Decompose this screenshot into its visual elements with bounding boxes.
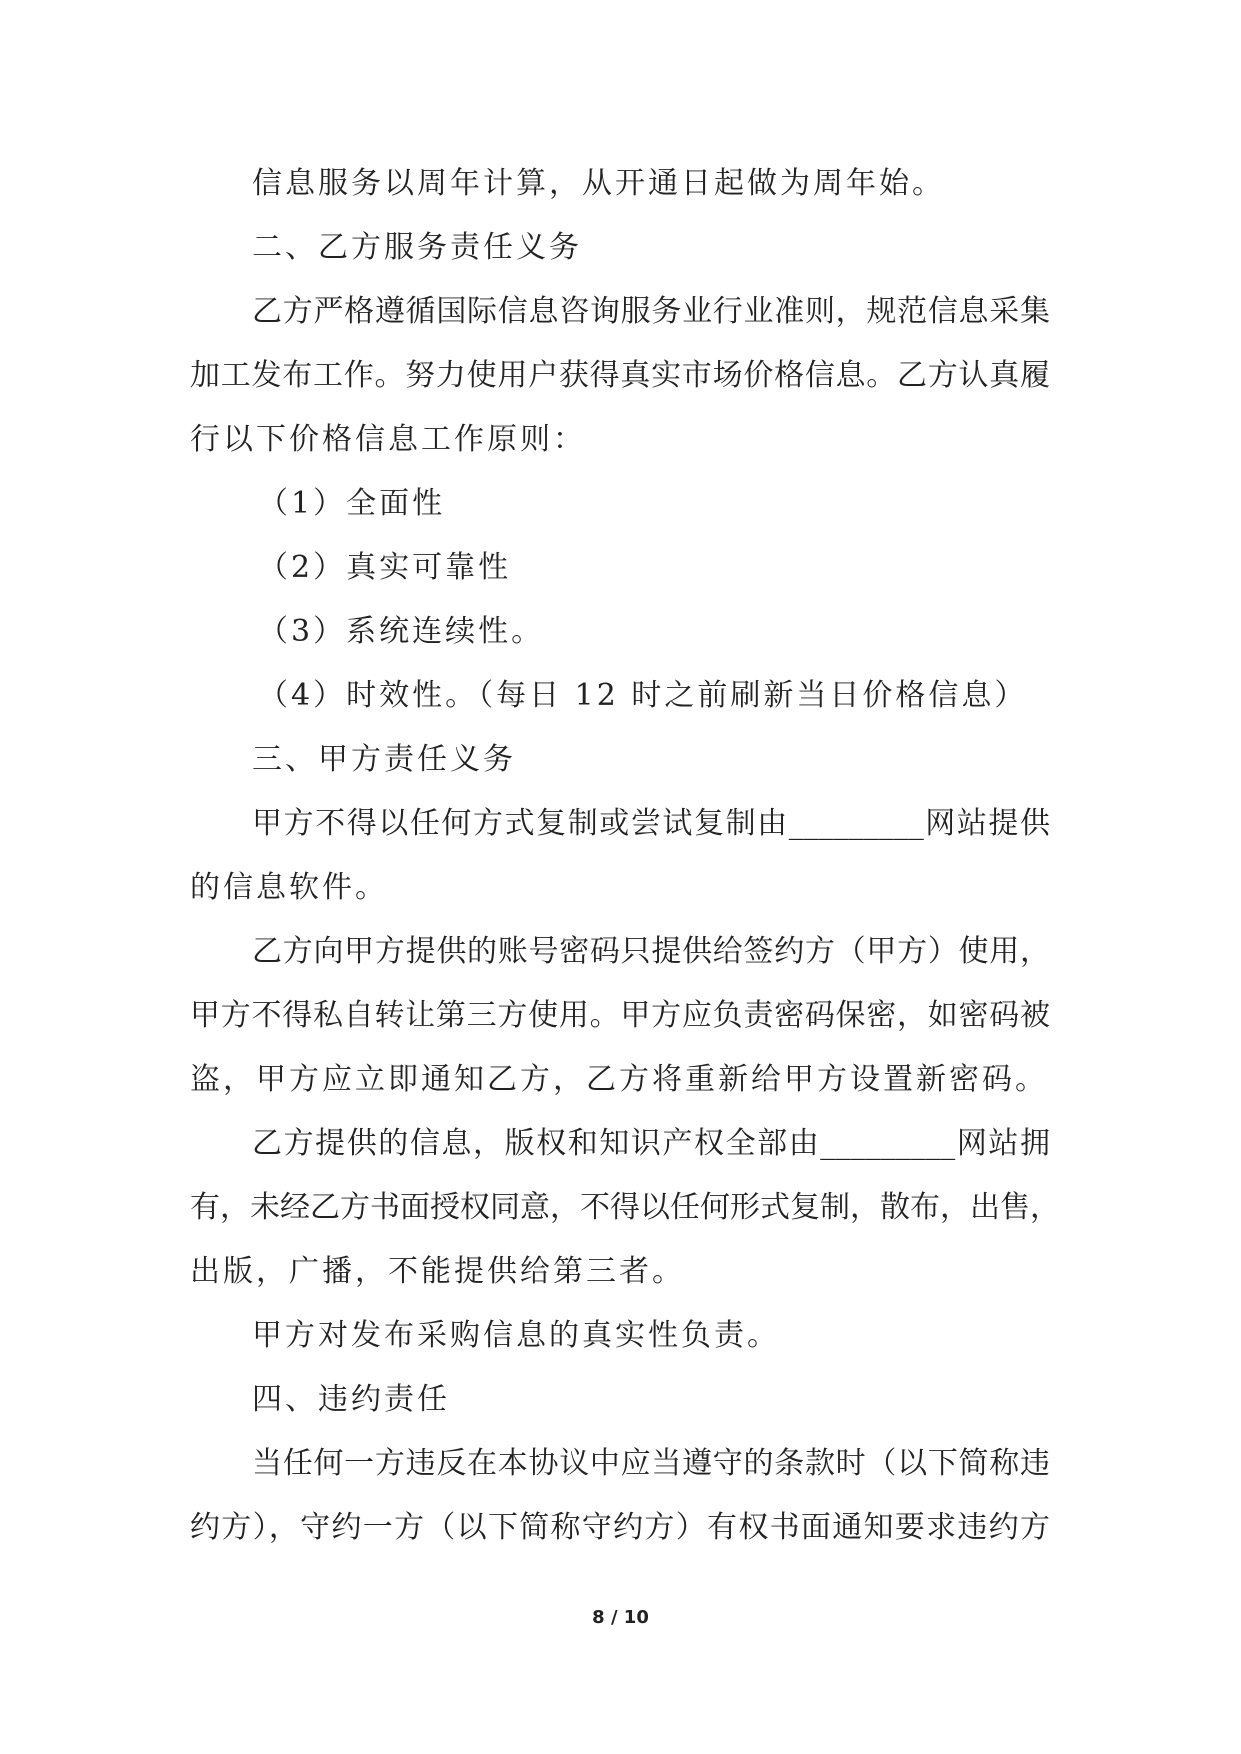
paragraph-line: 乙方提供的信息，版权和知识产权全部由_________网站拥: [252, 1126, 1050, 1161]
paragraph-line: 信息服务以周年计算，从开通日起做为周年始。: [252, 166, 945, 201]
paragraph-line: 出版，广播，不能提供给第三者。: [190, 1254, 685, 1289]
list-item: （2）真实可靠性: [258, 550, 512, 585]
section-heading-3: 三、甲方责任义务: [252, 742, 516, 777]
paragraph-line: 乙方严格遵循国际信息咨询服务业行业准则，规范信息采集: [252, 294, 1050, 329]
paragraph-line: 盗，甲方应立即通知乙方，乙方将重新给甲方设置新密码。: [190, 1062, 1048, 1097]
paragraph-line: 约方），守约一方（以下简称守约方）有权书面通知要求违约方: [190, 1510, 1050, 1545]
list-item: （1）全面性: [258, 486, 446, 521]
paragraph-line: 有，未经乙方书面授权同意，不得以任何形式复制，散布，出售，: [190, 1190, 1060, 1225]
section-heading-2: 二、乙方服务责任义务: [252, 230, 582, 265]
paragraph-line: 甲方不得私自转让第三方使用。甲方应负责密码保密，如密码被: [190, 998, 1050, 1033]
paragraph-line: 的信息软件。: [190, 870, 388, 905]
paragraph-line: 当任何一方违反在本协议中应当遵守的条款时（以下简称违: [252, 1446, 1050, 1481]
paragraph-line: 行以下价格信息工作原则：: [190, 422, 586, 457]
paragraph-line: 乙方向甲方提供的账号密码只提供给签约方（甲方）使用，: [252, 934, 1050, 969]
paragraph-line: 甲方不得以任何方式复制或尝试复制由_________网站提供: [252, 806, 1050, 841]
section-heading-4: 四、违约责任: [252, 1382, 450, 1417]
paragraph-line: 加工发布工作。努力使用户获得真实市场价格信息。乙方认真履: [190, 358, 1050, 393]
page-number: 8 / 10: [592, 1607, 649, 1628]
list-item: （3）系统连续性。: [258, 614, 545, 649]
list-item: （4）时效性。（每日 12 时之前刷新当日价格信息）: [258, 678, 1028, 713]
paragraph-line: 甲方对发布采购信息的真实性负责。: [252, 1318, 780, 1353]
